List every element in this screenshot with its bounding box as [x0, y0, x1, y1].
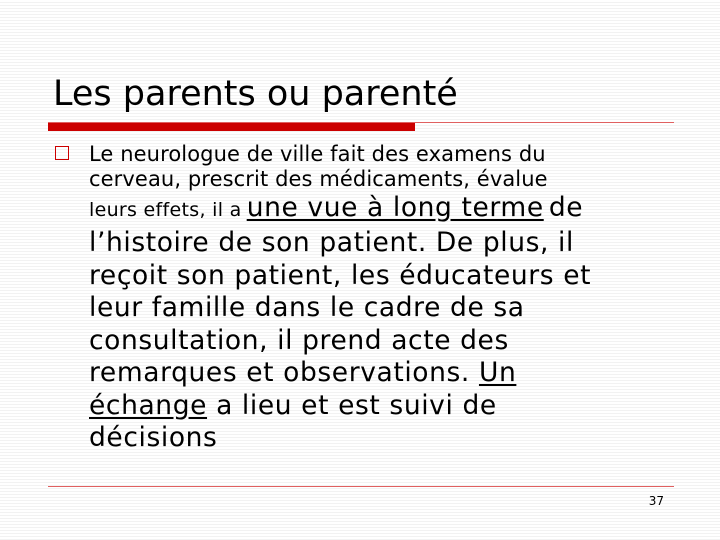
bullet-line: leur famille dans le cadre de sa — [89, 292, 525, 323]
square-bullet-icon — [55, 146, 69, 160]
bullet-line — [89, 390, 689, 423]
bullet-line: décisions — [89, 422, 218, 453]
bullet-line: cerveau, prescrit des médicaments, évalue — [89, 167, 548, 191]
underlined-phrase: une vue à long terme — [246, 192, 544, 223]
bullet-line-prefix: leurs effets, il a — [89, 199, 242, 221]
underlined-word: Un — [478, 357, 517, 388]
bullet-line-suffix: de — [548, 192, 584, 223]
bullet-line — [89, 357, 689, 390]
bullet-line-suffix: a lieu et est suivi de — [216, 389, 497, 421]
slide-title: Les parents ou parenté — [53, 74, 458, 114]
page-number: 37 — [648, 494, 664, 508]
bullet-line: l’histoire de son patient. De plus, il — [89, 227, 574, 258]
bullet-line-prefix: remarques et observations. — [89, 357, 470, 388]
underlined-word: échange — [89, 389, 208, 421]
bullet-line: reçoit son patient, les éducateurs et — [89, 259, 592, 291]
bullet-line: consultation, il prend acte des — [89, 324, 509, 356]
bullet-line — [89, 192, 689, 227]
bullet-line: Le neurologue de ville fait des examens du — [89, 142, 546, 166]
bullet-text — [89, 142, 689, 455]
title-accent-bar — [48, 123, 415, 131]
footer-divider — [48, 486, 674, 487]
